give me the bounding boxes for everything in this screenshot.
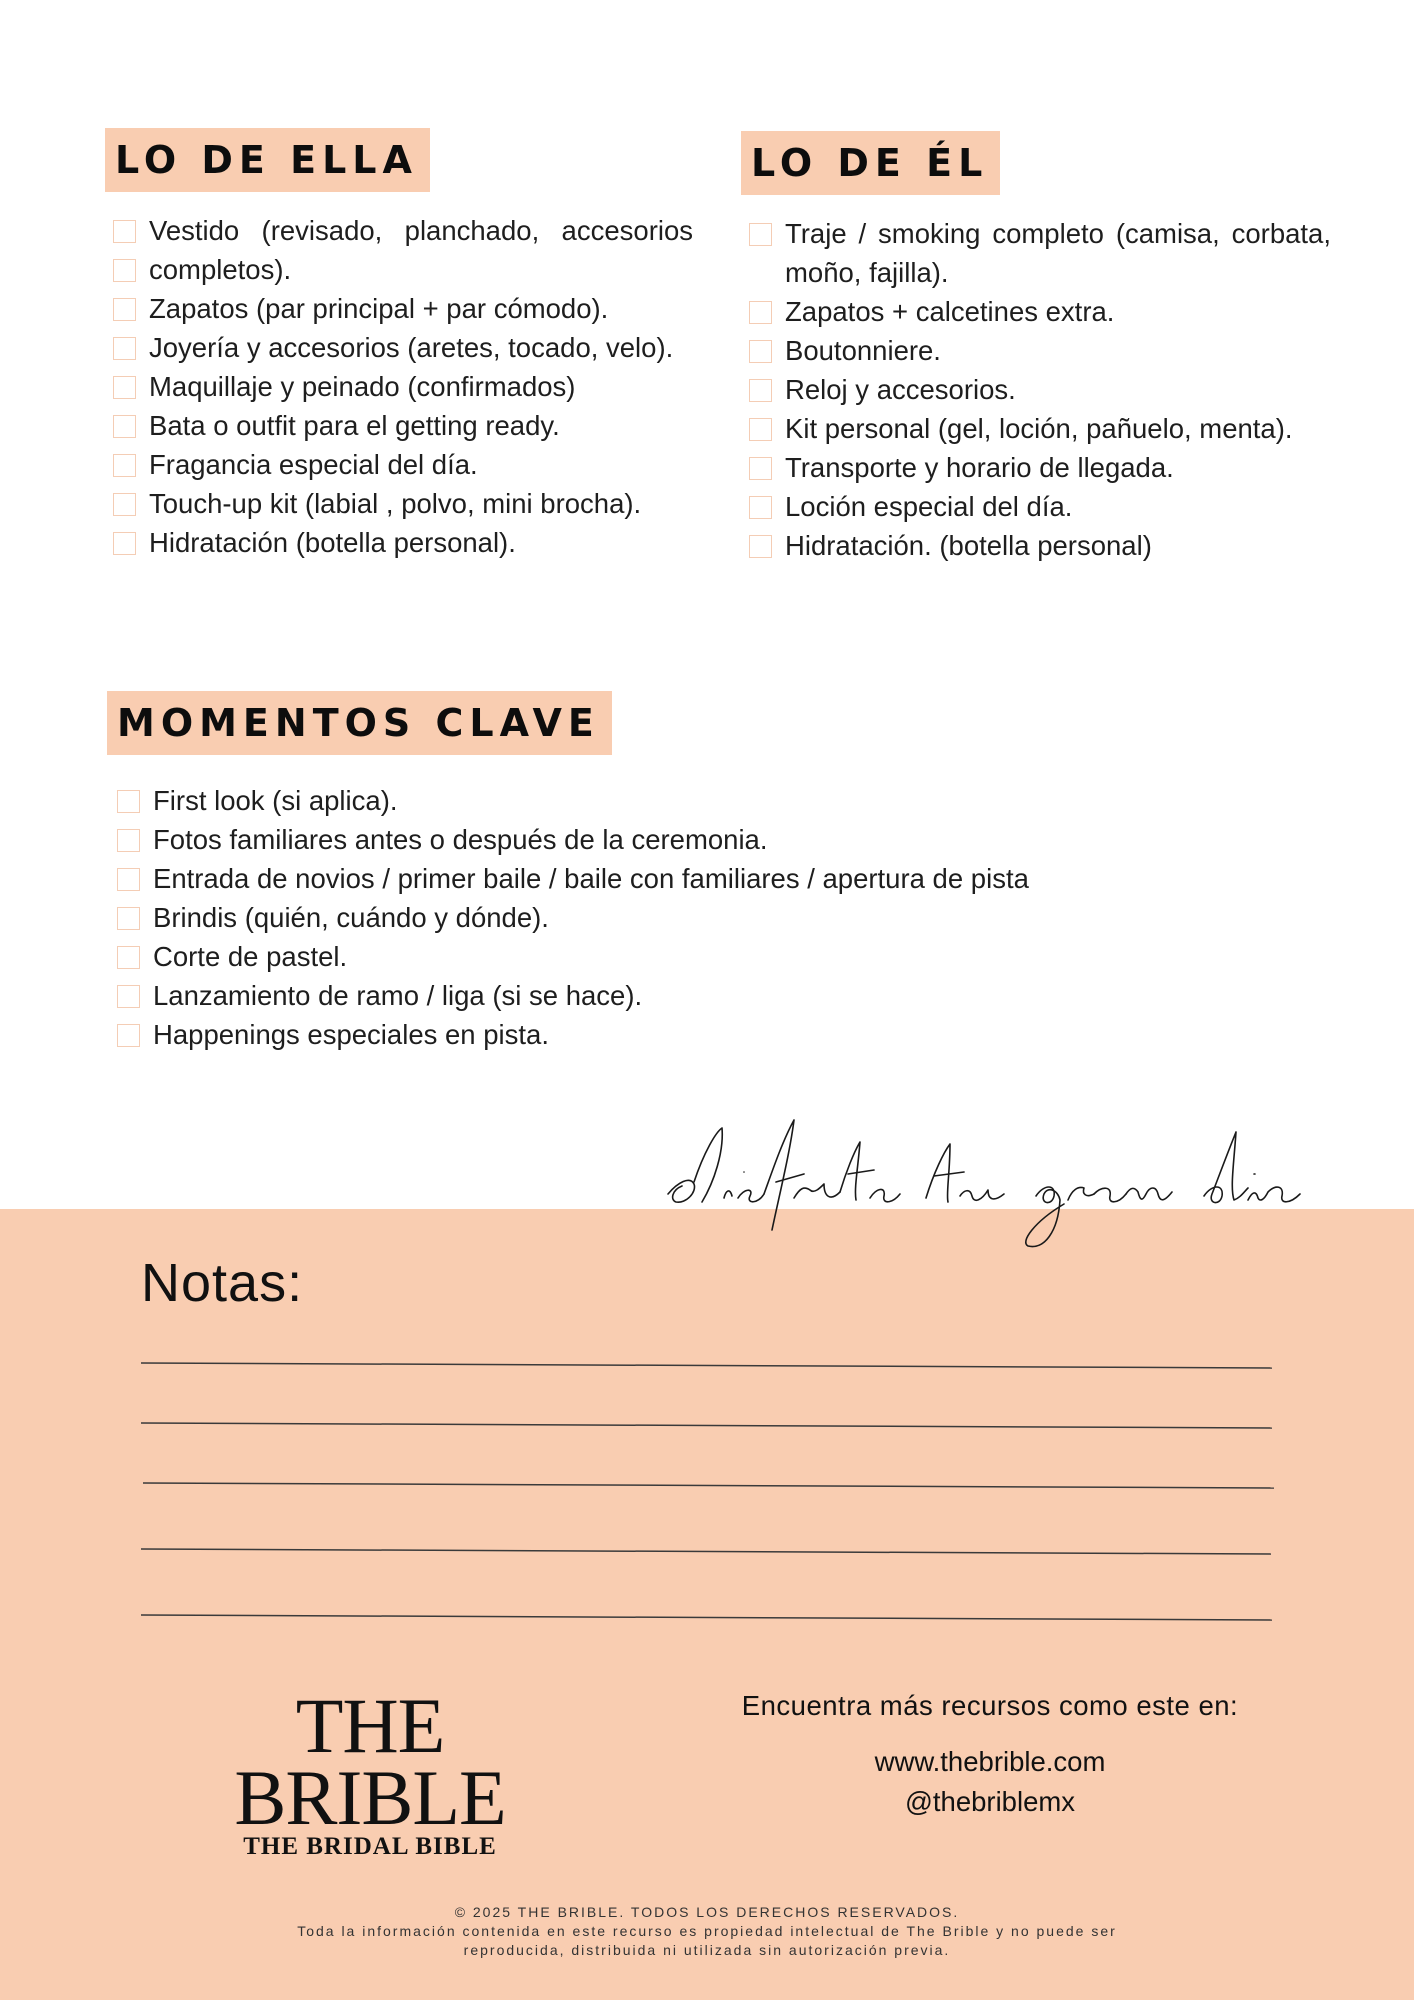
- resources-heading: Encuentra más recursos como este en:: [741, 1690, 1239, 1721]
- item-text: Entrada de novios / primer baile / baile con familiares / apertura de pista: [153, 863, 1029, 894]
- note-line: [141, 1423, 1272, 1428]
- item-text: Joyería y accesorios (aretes, tocado, velo).: [149, 332, 674, 363]
- note-line: [143, 1483, 1274, 1488]
- copyright-line: © 2025 THE BRIBLE. TODOS LOS DERECHOS RESERVADOS.: [454, 1904, 960, 1920]
- copyright-footer: [180, 1903, 1234, 1960]
- section-title-her: LO DE ELLA: [105, 128, 430, 192]
- section-title-key-moments: MOMENTOS CLAVE: [107, 691, 612, 755]
- item-text: Transporte y horario de llegada.: [785, 452, 1174, 483]
- item-text: Hidratación (botella personal).: [149, 527, 516, 558]
- item-text: Fragancia especial del día.: [149, 449, 478, 480]
- brand-logo: [180, 1682, 560, 1860]
- item-text: Fotos familiares antes o después de la ceremonia.: [153, 824, 768, 855]
- item-text: Maquillaje y peinado (confirmados): [149, 371, 576, 402]
- note-line: [141, 1363, 1272, 1368]
- logo-main-text: THE BRIBLE: [234, 1682, 506, 1841]
- item-text: Loción especial del día.: [785, 491, 1073, 522]
- item-text: Zapatos + calcetines extra.: [785, 296, 1115, 327]
- resources-block: [690, 1688, 1290, 1822]
- note-line: [141, 1615, 1272, 1620]
- logo-sub-text: THE BRIDAL BIBLE: [243, 1833, 497, 1860]
- social-handle-link[interactable]: @thebriblemx: [904, 1786, 1076, 1817]
- item-text: Hidratación. (botella personal): [785, 530, 1152, 561]
- item-text: Lanzamiento de ramo / liga (si se hace).: [153, 980, 643, 1011]
- item-text: Happenings especiales en pista.: [153, 1019, 549, 1050]
- item-text: First look (si aplica).: [153, 785, 398, 816]
- notice-line: Toda la información contenida en este recurso es propiedad intelectual de The Brible y no puede ser: [297, 1923, 1117, 1939]
- notes-title: Notas:: [141, 1253, 304, 1313]
- item-text: Kit personal (gel, loción, pañuelo, menta).: [785, 413, 1293, 444]
- website-link[interactable]: www.thebrible.com: [874, 1746, 1106, 1777]
- item-text: Traje / smoking completo (camisa, corbata, moño, fajilla).: [785, 218, 1331, 288]
- item-text: Reloj y accesorios.: [785, 374, 1016, 405]
- item-text: Brindis (quién, cuándo y dónde).: [153, 902, 549, 933]
- item-text: Bata o outfit para el getting ready.: [149, 410, 560, 441]
- item-text: Touch-up kit (labial , polvo, mini brocha).: [149, 488, 642, 519]
- item-text: Zapatos (par principal + par cómodo).: [149, 293, 609, 324]
- note-line: [141, 1549, 1271, 1554]
- item-text: Boutonniere.: [785, 335, 941, 366]
- section-title-him: LO DE ÉL: [741, 131, 1000, 195]
- notice-line: reproducida, distribuida ni utilizada sin autorización previa.: [463, 1942, 951, 1958]
- item-text: Corte de pastel.: [153, 941, 348, 972]
- item-text: Vestido (revisado, planchado, accesorios completos).: [149, 215, 693, 285]
